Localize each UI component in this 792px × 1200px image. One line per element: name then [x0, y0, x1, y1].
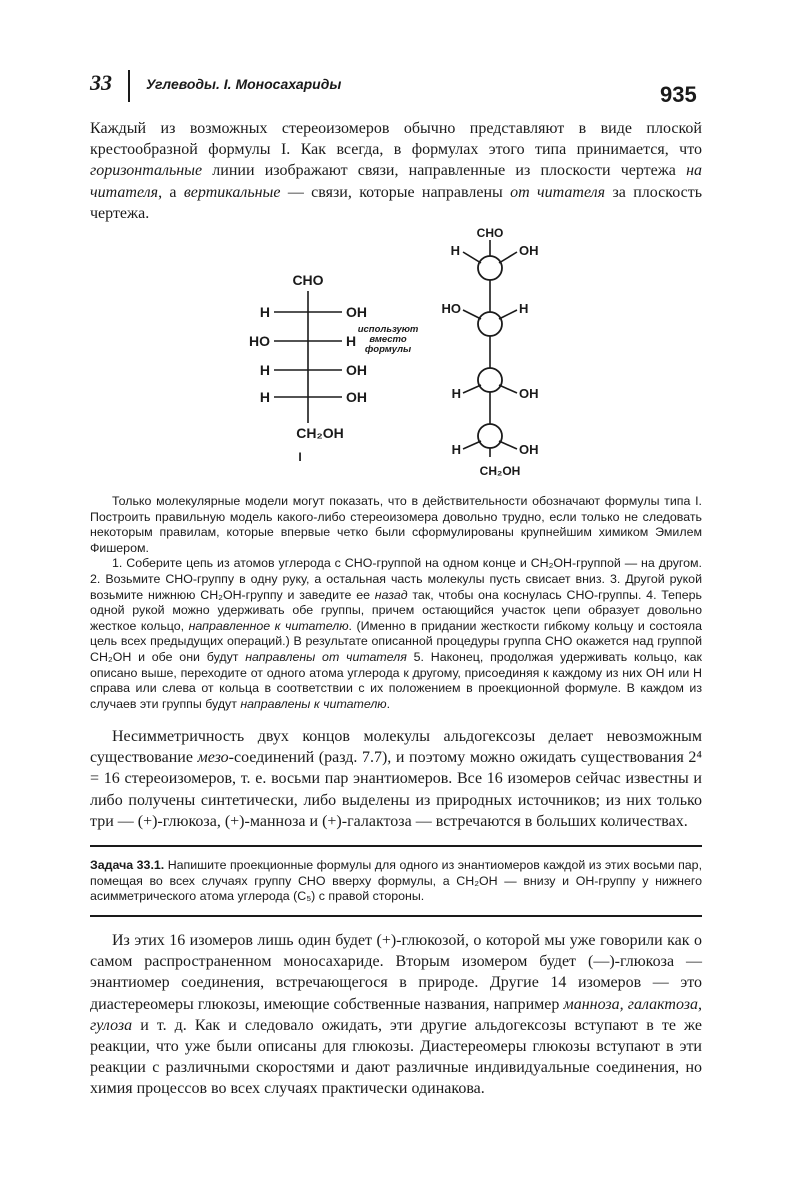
task-bottom-rule [90, 915, 702, 917]
fischer-bottom-group: CH₂OH [296, 425, 344, 441]
svg-text:H: H [451, 386, 461, 401]
svg-text:вместо: вместо [369, 334, 407, 345]
note-paragraph-1: Только молекулярные модели могут показать, что в действительности обозначают формулы типа I. Построить правильную модель какого-либо стереоизомера довольно трудно, если только не следовать некоторым правилам, которые впервые четко были сформулированы крупнейшим химиком Эмилем Фишером. [90, 494, 702, 555]
fischer-projection [249, 272, 367, 464]
fischer-note [90, 494, 702, 712]
fischer-c2-left: H [259, 304, 270, 320]
task-top-rule [90, 845, 702, 847]
fischer-c3-right: H [346, 333, 357, 349]
svg-text:OH: OH [519, 386, 539, 401]
model-atom-4 [478, 424, 502, 448]
svg-text:используют: используют [357, 324, 419, 335]
task-label: Задача 33.1. [90, 858, 165, 872]
note-paragraph-2: 1. Соберите цепь из атомов углерода с CHO-группой на одном конце и CH₂OH-группой — на другом. 2. Возьмите CHO-группу в одну руку, а остальная часть молекулы пусть свисает вниз. 3. Другой рукой возьмите нижнюю CH₂OH-группу и заведите ее назад так, чтобы она коснулась CHO-группы. 4. Теперь одной рукой можно удерживать обе группы, причем остающийся участок цепи образует довольно жесткое кольцо, направленное к читателю. (Именно в придании жесткости гибкому кольцу и состояла цель всех предыдущих операций.) В результате описанной процедуры группа CHO окажется над группой CH₂OH и обе они будут направлены от читателя 5. Наконец, продолжая удерживать кольцо, как описано выше, переходите от одного атома углерода к другому, присоединяя к каждому из них OH или H справа или слева от кольца в соответствии с их положением в проекционной формуле. В каждом из случаев эти группы будут направлены к читателю. [90, 556, 703, 711]
fischer-c4-right: OH [346, 362, 367, 378]
fischer-c2-right: OH [346, 304, 367, 320]
fischer-c5-left: H [259, 389, 270, 405]
fischer-c3-left: HO [249, 333, 270, 349]
svg-text:формулы: формулы [364, 344, 412, 355]
intro-paragraph: Каждый из возможных стереоизомеров обычно представляют в виде плоской крестообразной формулы I. Как всегда, в формулах этого типа принимается, что горизонтальные линии изображают связи, направленные из плоскости чертежа на читателя, а вертикальные — связи, которые направлены от читателя за плоскость чертежа. [90, 120, 703, 222]
svg-text:H: H [519, 301, 529, 316]
chapter-title: Углеводы. I. Моносахариды [146, 76, 342, 92]
paragraph-stereoisomers: Несимметричность двух концов молекулы альдогексозы делает невозможным существование мезо-соединений (разд. 7.7), и поэтому можно ожидать существования 2⁴ = 16 стереоизомеров, т. е. восьми пар энантиомеров. Все 16 изомеров сейчас известны и либо получены синтетически, либо выделены из природных источников; из них только три — (+)-глюкоза, (+)-манноза и (+)-галактоза — встречаются в больших количествах. [90, 728, 702, 830]
model-bottom-group: CH₂OH [479, 464, 521, 478]
task-33-1: Задача 33.1. Напишите проекционные формулы для одного из энантиомеров каждой из этих восьми пар, помещая во всех случаях группу CHO вверху формулы, а CH₂OH — внизу и OH-группу у нижнего асимметрического атома углерода (C₅) с правой стороны. [90, 858, 703, 904]
svg-text:H: H [450, 243, 460, 258]
header-divider [128, 70, 130, 102]
model-atom-2 [478, 312, 502, 336]
chapter-number: 33 [90, 70, 112, 95]
page-number: 935 [660, 82, 697, 107]
fischer-top-group: CHO [292, 272, 324, 288]
formula-label: I [298, 450, 302, 464]
figure-middle-caption [358, 324, 419, 355]
fischer-c4-left: H [259, 362, 270, 378]
svg-text:OH: OH [519, 243, 539, 258]
svg-text:H: H [451, 442, 461, 457]
paragraph-isomers: Из этих 16 изомеров лишь один будет (+)-глюкозой, о которой мы уже говорили как о самом распространенном моносахариде. Вторым изомером будет (—)-глюкоза — энантиомер соединения, встречающегося в природе. Другие 14 изомеров — это диастереомеры глюкозы, имеющие собственные названия, например манноза, галактоза, гулоза и т. д. Как и следовало ожидать, эти другие альдогексозы вступают в те же реакции, что уже были описаны для глюкозы. Диастереомеры глюкозы вступают в эти реакции с различными скоростями и дают различные индивидуальные соединения, но химия процессов во всех случаях практически одинакова. [90, 932, 703, 1098]
model-atom-1 [478, 256, 502, 280]
glucose-structure-figure [90, 225, 710, 495]
molecular-model [442, 226, 539, 478]
model-top-group: CHO [476, 226, 504, 240]
model-atom-3 [478, 368, 502, 392]
fischer-c5-right: OH [346, 389, 367, 405]
svg-text:HO: HO [441, 301, 461, 316]
svg-text:OH: OH [519, 442, 539, 457]
